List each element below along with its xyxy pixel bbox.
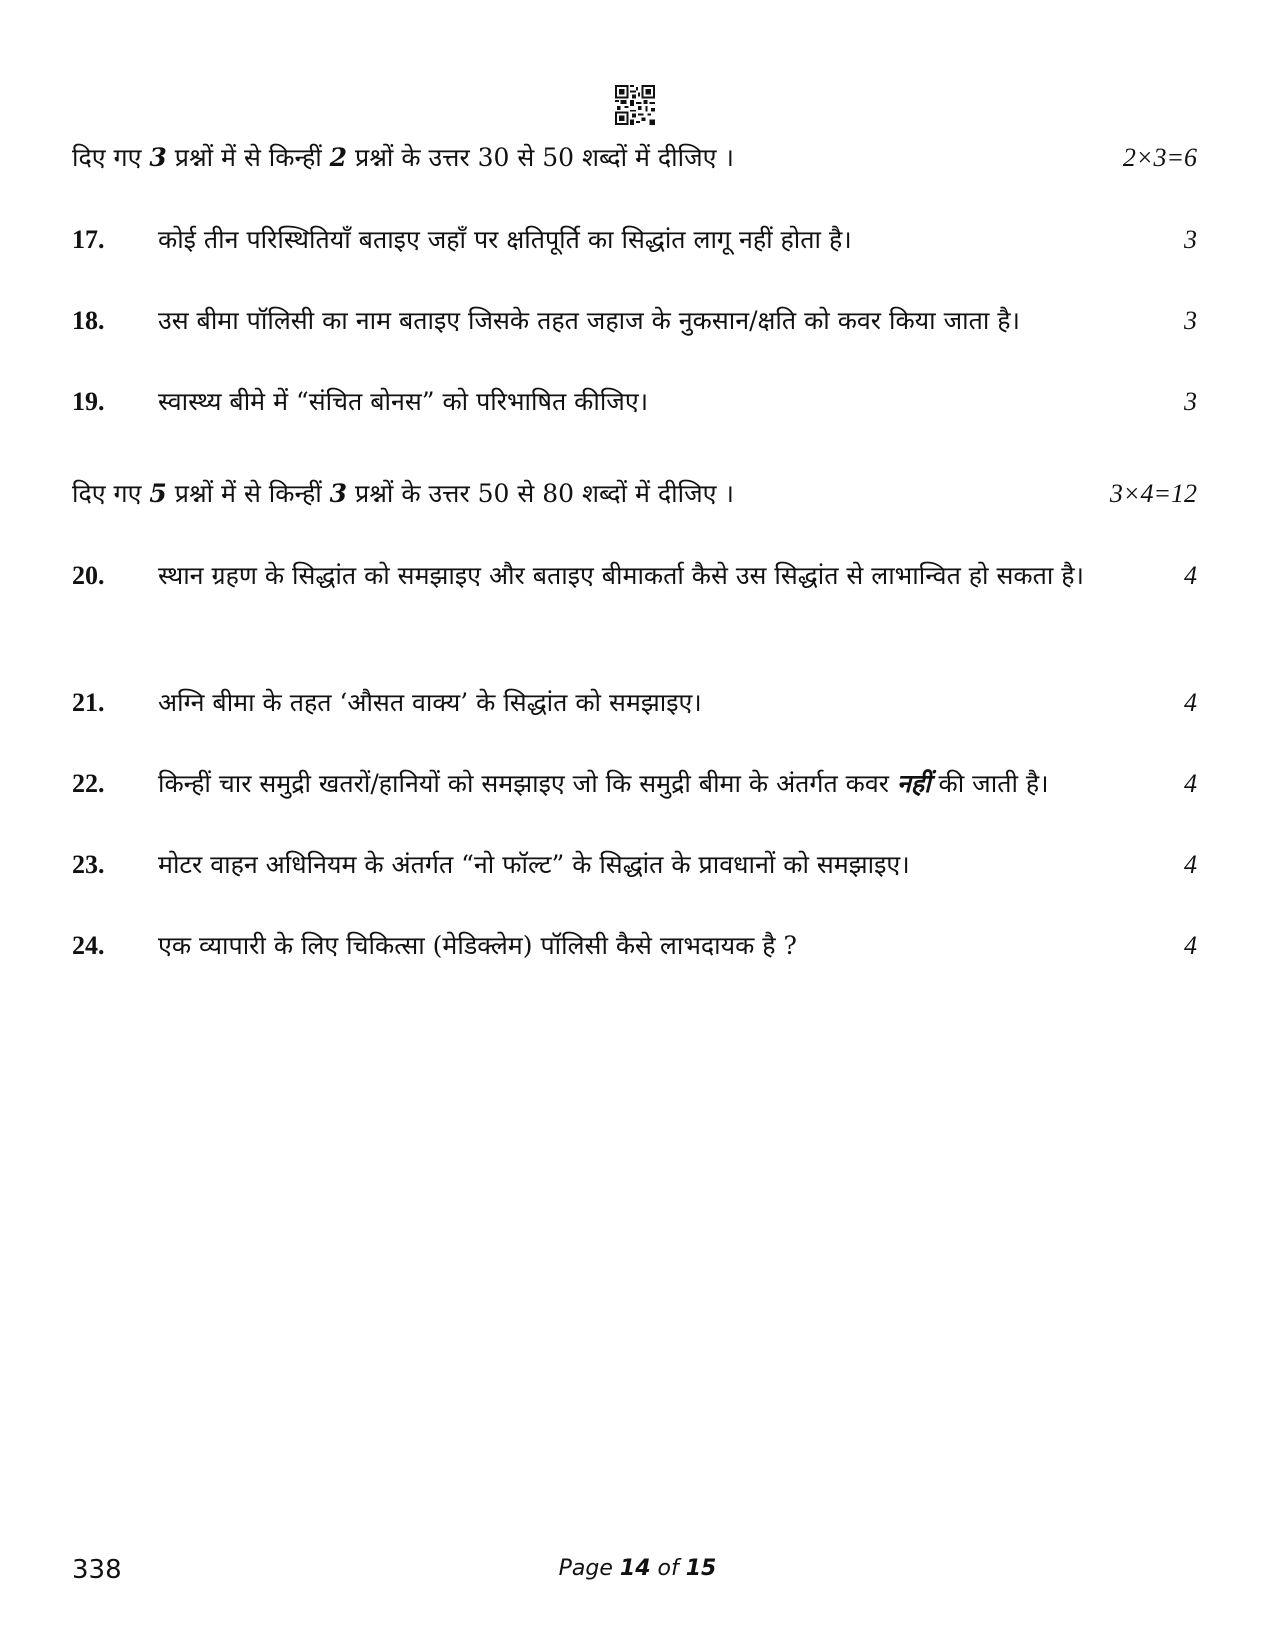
- page-number: [0, 1556, 1275, 1581]
- page-current: 14: [619, 1556, 651, 1581]
- question-number: 17.: [72, 225, 105, 254]
- instruction-count: 2: [329, 143, 348, 172]
- question-text: अग्नि बीमा के तहत ‘औसत वाक्य’ के सिद्धांत को समझाइए।: [158, 688, 702, 717]
- question-marks: 4: [1184, 769, 1197, 798]
- question-number: 22.: [72, 769, 105, 798]
- paper-code: 338: [72, 1555, 122, 1585]
- question-text-part: की जाती है।: [930, 769, 1049, 798]
- question-24: [72, 923, 1197, 969]
- question-text: स्थान ग्रहण के सिद्धांत को समझाइए और बताइए बीमाकर्ता कैसे उस सिद्धांत से लाभान्वित हो सकता है।: [158, 561, 1085, 590]
- question-text: [158, 761, 1147, 807]
- instruction-text: दिए गए: [72, 143, 150, 172]
- section-b-instruction: [72, 476, 1197, 512]
- page-of: of: [650, 1556, 686, 1581]
- question-text: मोटर वाहन अधिनियम के अंतर्गत “नो फॉल्ट” के सिद्धांत के प्रावधानों को समझाइए।: [158, 850, 910, 879]
- question-19: [72, 379, 1197, 425]
- instruction-text: दिए गए: [72, 479, 150, 508]
- question-marks: 3: [1184, 225, 1197, 254]
- section-a-marks: 2×3=6: [1122, 143, 1197, 172]
- question-text: एक व्यापारी के लिए चिकित्सा (मेडिक्लेम) पॉलिसी कैसे लाभदायक है ?: [158, 931, 797, 960]
- instruction-count: 3: [149, 143, 167, 172]
- question-text: कोई तीन परिस्थितियाँ बताइए जहाँ पर क्षतिपूर्ति का सिद्धांत लागू नहीं होता है।: [158, 225, 852, 254]
- instruction-text: प्रश्नों में से किन्हीं: [166, 143, 330, 172]
- question-marks: 4: [1184, 688, 1197, 717]
- question-number: 21.: [72, 688, 105, 717]
- instruction-text: प्रश्नों में से किन्हीं: [166, 479, 330, 508]
- section-b-marks: 3×4=12: [1109, 479, 1197, 508]
- question-number: 19.: [72, 387, 105, 416]
- question-22: [72, 761, 1197, 807]
- instruction-count: 5: [149, 479, 167, 508]
- question-marks: 4: [1184, 561, 1197, 590]
- question-20: [72, 553, 1197, 599]
- question-number: 20.: [72, 561, 105, 590]
- question-18: [72, 298, 1197, 344]
- question-number: 18.: [72, 306, 105, 335]
- question-text-emphasis: नहीं: [896, 769, 931, 798]
- instruction-text: प्रश्नों के उत्तर 50 से 80 शब्दों में दीजिए ।: [347, 479, 734, 508]
- question-number: 23.: [72, 850, 105, 879]
- page-total: 15: [685, 1556, 717, 1581]
- question-number: 24.: [72, 931, 105, 960]
- instruction-count: 3: [329, 479, 348, 508]
- page-prefix: Page: [558, 1556, 620, 1581]
- qr-code-icon: [615, 85, 655, 125]
- question-marks: 3: [1184, 387, 1197, 416]
- question-21: [72, 680, 1197, 726]
- question-text: स्वास्थ्य बीमे में “संचित बोनस” को परिभाषित कीजिए।: [158, 387, 649, 416]
- instruction-text: प्रश्नों के उत्तर 30 से 50 शब्दों में दीजिए ।: [347, 143, 734, 172]
- question-text: उस बीमा पॉलिसी का नाम बताइए जिसके तहत जहाज के नुकसान/क्षति को कवर किया जाता है।: [158, 306, 1021, 335]
- question-text-part: किन्हीं चार समुद्री खतरों/हानियों को समझाइए जो कि समुद्री बीमा के अंतर्गत कवर: [158, 769, 897, 798]
- question-marks: 4: [1184, 931, 1197, 960]
- section-a-instruction: [72, 140, 1197, 176]
- question-marks: 3: [1184, 306, 1197, 335]
- question-17: [72, 217, 1197, 263]
- question-marks: 4: [1184, 850, 1197, 879]
- question-23: [72, 842, 1197, 888]
